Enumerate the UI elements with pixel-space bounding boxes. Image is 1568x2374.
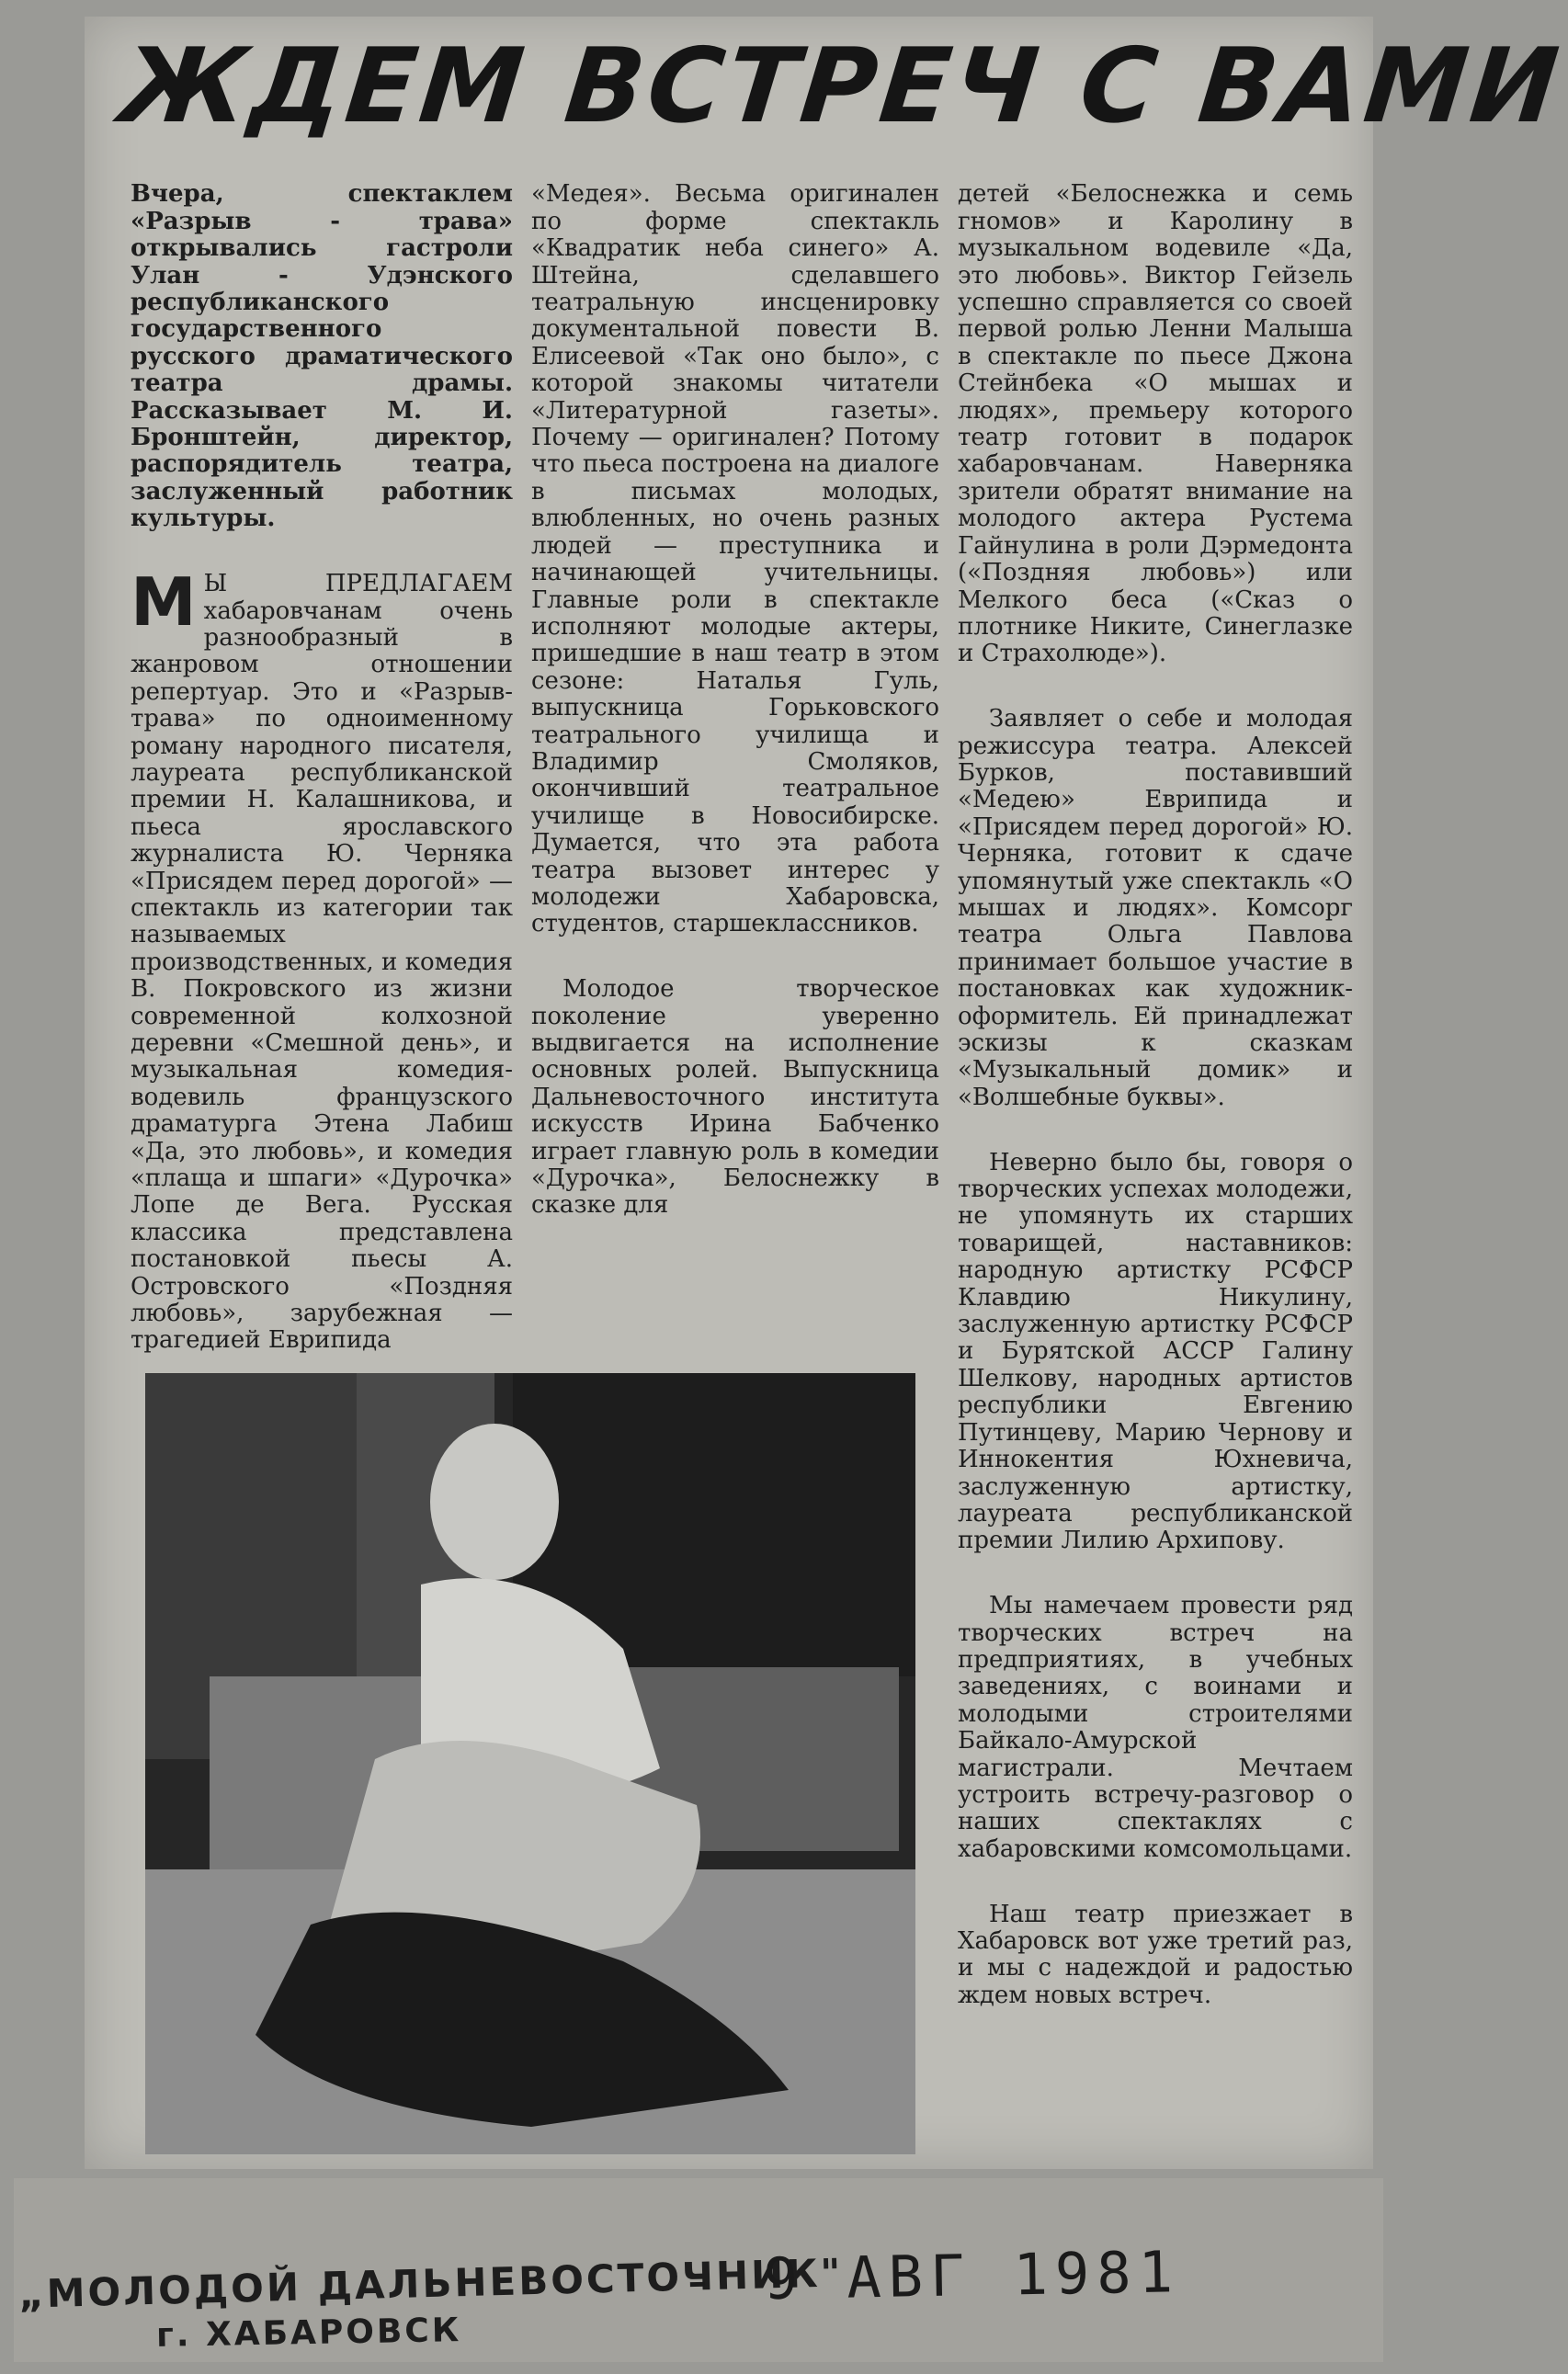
col2-paragraph-2: Молодое творческое поколение уверенно выдвигается на исполнение основных ролей. Выпускница Дальневосточного института искусств Ирина Бабченко играет главную роль в комедии «Дурочка», Белоснежку в сказке для bbox=[531, 975, 939, 1220]
headline: ЖДЕМ ВСТРЕЧ С ВАМИ bbox=[115, 27, 1568, 146]
col3-paragraph-4: Мы намечаем провести ряд творческих встреч на предприятиях, в учебных заведениях, с воинами и молодыми строителями Байкало-Амурской магистрали. Мечтаем устроить встречу-разговор о наших спектаклях с хабаровскими комсомольцами. bbox=[958, 1592, 1353, 1863]
column-2 bbox=[531, 154, 939, 1257]
date-stamp: - 9 АВГ 1981 bbox=[679, 2238, 1181, 2314]
photo-illustration bbox=[145, 1373, 915, 2154]
column-1 bbox=[131, 154, 513, 1392]
lead-paragraph: Вчера, спектаклем «Разрыв - трава» открывались гастроли Улан - Удэнского республиканского государственного русского драматического театра драмы. Рассказывает М. И. Бронштейн, директор, распорядитель театра, заслуженный работник культуры. bbox=[131, 180, 513, 533]
col3-paragraph-2: Заявляет о себе и молодая режиссура театра. Алексей Бурков, поставивший «Медею» Еврипида и «Присядем перед дорогой» Ю. Черняка, готовит к сдаче упомянутый уже спектакль «О мышах и людях». Комсорг театра Ольга Павлова принимает большое участие в постановках как художник-оформитель. Ей принадлежат эскизы к сказкам «Музыкальный домик» и «Волшебные буквы». bbox=[958, 705, 1353, 1111]
col1-paragraph: М Ы ПРЕДЛАГАЕМ хабаровчанам очень разнообразный в жанровом отношении репертуар. Это и «Разрыв-трава» по одноименному роману народного писателя, лауреата республиканской премии Н. Калашникова, и пьеса ярославского журналиста Ю. Черняка «Присядем перед дорогой» — спектакль из категории так называемых производственных, и комедия В. Покровского из жизни современной колхозной деревни «Смешной день», и музыкальная комедия-водевиль французского драматурга Этена Лабиш «Да, это любовь», и комедия «плаща и шпаги» «Дурочка» Лопе де Вега. Русская классика представлена постановкой пьесы А. Островского «Поздняя любовь», зарубежная — трагедией Еврипида bbox=[131, 563, 513, 1355]
theater-photo bbox=[145, 1373, 915, 2154]
col3-paragraph-5: Наш театр приезжает в Хабаровск вот уже третий раз, и мы с надеждой и радостью ждем новых встреч. bbox=[958, 1900, 1353, 2009]
col3-paragraph-3: Неверно было бы, говоря о творческих успехах молодежи, не упомянуть их старших товарищей, наставников: народную артистку РСФСР Клавдию Никулину, заслуженную артистку РСФСР и Бурятской АССР Галину Шелкову, народных артистов республики Евгению Путинцеву, Марию Чернову и Иннокентия Юхневича, заслуженную артистку, лауреата республиканской премии Лилию Архипову. bbox=[958, 1148, 1353, 1555]
drop-cap: М bbox=[131, 563, 197, 642]
city-stamp: г. ХАБАРОВСК bbox=[155, 2312, 462, 2355]
col2-paragraph-1: «Медея». Весьма оригинален по форме спектакль «Квадратик неба синего» А. Штейна, сделавшего театральную инсценировку документальной повести В. Елисеевой «Так оно было», с которой знакомы читатели «Литературной газеты». Почему — оригинален? Потому что пьеса построена на диалоге в письмах молодых, влюбленных, но очень разных людей — преступника и начинающей учительницы. Главные роли в спектакле исполняют молодые актеры, пришедшие в наш театр в этом сезоне: Наталья Гуль, выпускница Горьковского театрального училища и Владимир Смоляков, окончивший театральное училище в Новосибирске. Думается, что эта работа театра вызовет интерес у молодежи Хабаровска, студентов, старшеклассников. bbox=[531, 180, 939, 938]
newspaper-name-stamp: „МОЛОДОЙ ДАЛЬНЕВОСТОЧНИК" bbox=[17, 2250, 845, 2317]
newspaper-clipping bbox=[85, 17, 1568, 2169]
column-3 bbox=[958, 154, 1353, 2048]
col3-paragraph-1: детей «Белоснежка и семь гномов» и Каролину в музыкальном водевиле «Да, это любовь». Виктор Гейзель успешно справляется со своей первой ролью Ленни Малыша в спектакле по пьесе Джона Стейнбека «О мышах и людях», премьеру которого театр готовит в подарок хабаровчанам. Наверняка зрители обратят внимание на молодого актера Рустема Гайнулина в роли Дэрмедонта («Поздняя любовь») или Мелкого беса («Сказ о плотнике Никите, Синеглазке и Страхолюде»). bbox=[958, 180, 1353, 668]
